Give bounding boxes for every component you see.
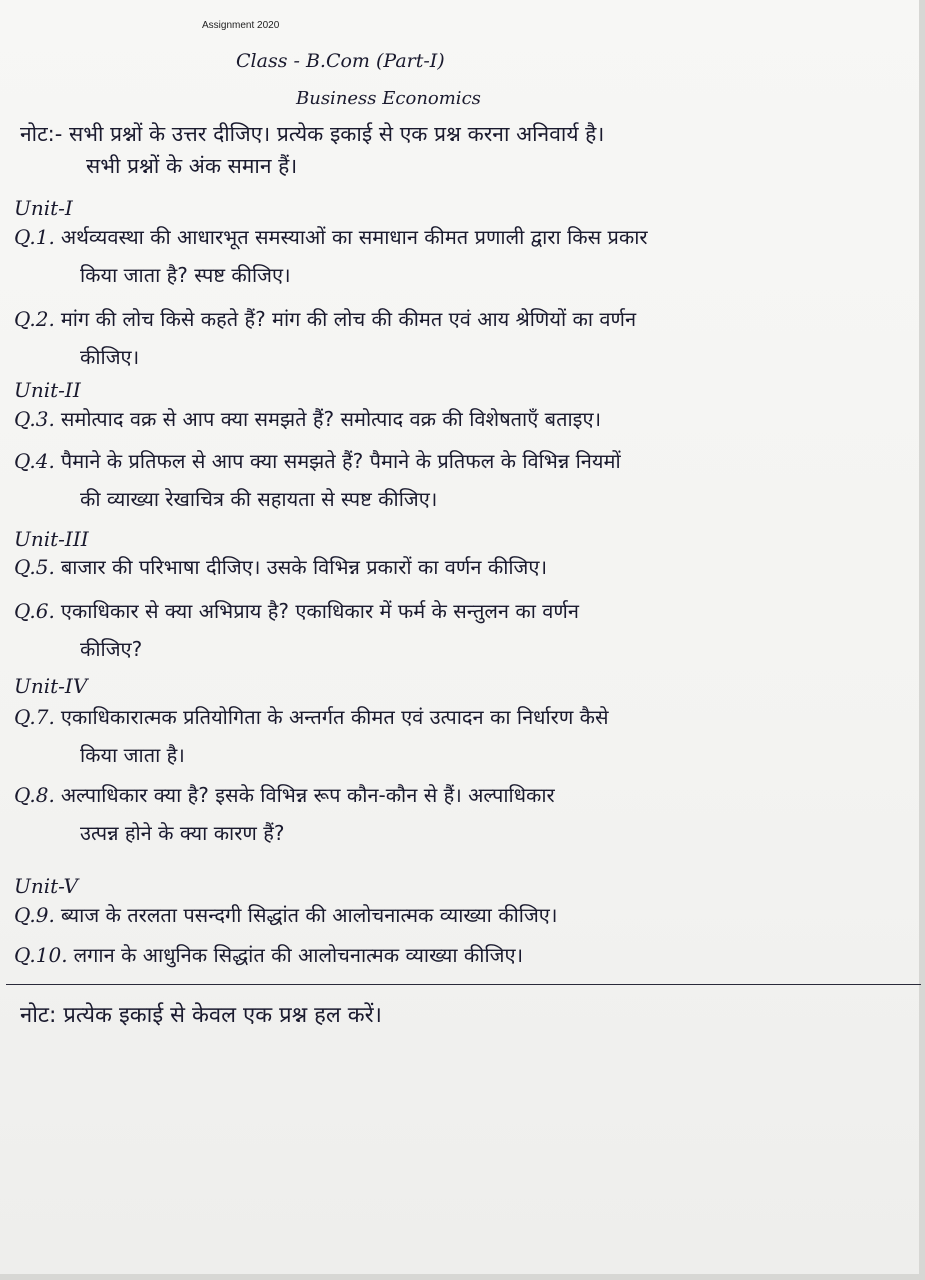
question-text: बाजार की परिभाषा दीजिए। उसके विभिन्न प्रकारों का वर्णन कीजिए। [60, 555, 548, 579]
question-text-cont: किया जाता है। [80, 743, 185, 767]
question-text: अल्पाधिकार क्या है? इसके विभिन्न रूप कौन-कौन से हैं। अल्पाधिकार [60, 783, 555, 807]
unit-heading: Unit-III [14, 527, 89, 551]
unit-heading: Unit-IV [14, 674, 88, 698]
question-text: पैमाने के प्रतिफल से आप क्या समझते हैं? पैमाने के प्रतिफल के विभिन्न नियमों [60, 449, 621, 473]
assignment-year: Assignment 2020 [202, 20, 280, 31]
question-item [14, 548, 904, 586]
question-text: ब्याज के तरलता पसन्दगी सिद्धांत की आलोचनात्मक व्याख्या कीजिए। [60, 903, 558, 927]
question-number: Q.1. [14, 225, 55, 249]
question-number: Q.5. [14, 555, 55, 579]
question-text-cont: उत्पन्न होने के क्या कारण हैं? [80, 821, 285, 845]
question-number: Q.7. [14, 705, 55, 729]
question-text-cont: कीजिए? [80, 637, 143, 661]
question-item [14, 776, 904, 852]
question-number: Q.4. [14, 449, 55, 473]
question-number: Q.8. [14, 783, 55, 807]
instruction-line-1: नोट:- सभी प्रश्नों के उत्तर दीजिए। प्रत्येक इकाई से एक प्रश्न करना अनिवार्य है। [20, 122, 605, 146]
question-number: Q.9. [14, 903, 55, 927]
class-line: Class - B.Com (Part-I) [236, 50, 445, 72]
question-text: लगान के आधुनिक सिद्धांत की आलोचनात्मक व्याख्या कीजिए। [73, 943, 524, 967]
bottom-note: नोट: प्रत्येक इकाई से केवल एक प्रश्न हल करें। [20, 1003, 382, 1028]
question-text-cont: कीजिए। [80, 345, 140, 369]
divider-line [6, 984, 921, 985]
question-item [14, 698, 904, 774]
question-item [14, 896, 904, 934]
unit-heading: Unit-II [14, 378, 81, 402]
question-item [14, 400, 904, 438]
question-item [14, 592, 904, 668]
question-number: Q.3. [14, 407, 55, 431]
question-number: Q.6. [14, 599, 55, 623]
question-text: अर्थव्यवस्था की आधारभूत समस्याओं का समाधान कीमत प्रणाली द्वारा किस प्रकार [60, 225, 648, 249]
question-text: एकाधिकार से क्या अभिप्राय है? एकाधिकार में फर्म के सन्तुलन का वर्णन [60, 599, 579, 623]
question-item [14, 218, 904, 294]
instruction-line-2: सभी प्रश्नों के अंक समान हैं। [86, 154, 298, 178]
question-item [14, 300, 904, 376]
unit-heading: Unit-I [14, 196, 73, 220]
question-item [14, 936, 904, 974]
question-text: मांग की लोच किसे कहते हैं? मांग की लोच की कीमत एवं आय श्रेणियों का वर्णन [60, 307, 637, 331]
unit-heading: Unit-V [14, 874, 78, 898]
instruction-note [20, 118, 900, 182]
subject-title: Business Economics [296, 88, 481, 109]
question-text-cont: किया जाता है? स्पष्ट कीजिए। [80, 263, 291, 287]
question-text-cont: की व्याख्या रेखाचित्र की सहायता से स्पष्ट कीजिए। [80, 487, 438, 511]
question-text: एकाधिकारात्मक प्रतियोगिता के अन्तर्गत कीमत एवं उत्पादन का निर्धारण कैसे [60, 705, 609, 729]
question-number: Q.2. [14, 307, 55, 331]
question-item [14, 442, 904, 518]
question-text: समोत्पाद वक्र से आप क्या समझते हैं? समोत्पाद वक्र की विशेषताएँ बताइए। [60, 407, 602, 431]
question-number: Q.10. [14, 943, 68, 967]
